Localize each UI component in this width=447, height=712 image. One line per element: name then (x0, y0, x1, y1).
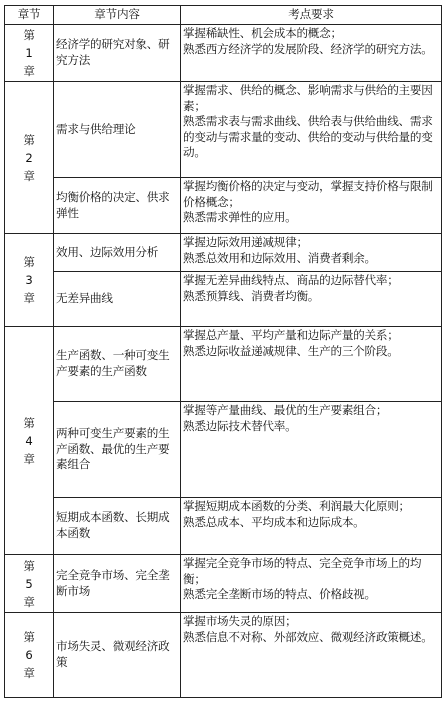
header-content: 章节内容 (54, 6, 181, 25)
table-row (5, 82, 442, 178)
topic-cell: 均衡价格的决定、供求弹性 (54, 178, 181, 234)
table-row (5, 613, 442, 698)
topic-cell: 市场失灵、微观经济政策 (54, 613, 181, 698)
table-row (5, 498, 442, 555)
chapter-cell: 第 3 章 (5, 234, 54, 327)
requirement-cell: 掌握边际效用递减规律； 熟悉总效用和边际效用、消费者剩余。 (181, 234, 442, 272)
requirement-cell: 掌握总产量、平均产量和边际产量的关系； 熟悉边际收益递减规律、生产的三个阶段。 (181, 327, 442, 402)
chapter-cell: 第 6 章 (5, 613, 54, 698)
requirement-cell: 掌握需求、供给的概念、影响需求与供给的主要因素； 熟悉需求表与需求曲线、供给表与供给曲线、需求的变动与需求量的变动、供给的变动与供给量的变动。 (181, 82, 442, 178)
topic-cell: 两种可变生产要素的生产函数、最优的生产要素组合 (54, 402, 181, 498)
requirement-cell: 掌握无差异曲线特点、商品的边际替代率； 熟悉预算线、消费者均衡。 (181, 272, 442, 327)
table-row (5, 402, 442, 498)
table-row (5, 178, 442, 234)
topic-cell: 效用、边际效用分析 (54, 234, 181, 272)
topic-cell: 短期成本函数、长期成本函数 (54, 498, 181, 555)
chapter-cell: 第 2 章 (5, 82, 54, 234)
syllabus-table (4, 5, 442, 698)
table-row (5, 272, 442, 327)
header-chapter: 章节 (5, 6, 54, 25)
topic-cell: 完全竞争市场、完全垄断市场 (54, 555, 181, 613)
requirement-cell: 掌握完全竞争市场的特点、完全竞争市场上的均衡； 熟悉完全垄断市场的特点、价格歧视。 (181, 555, 442, 613)
topic-cell: 需求与供给理论 (54, 82, 181, 178)
chapter-cell: 第 4 章 (5, 327, 54, 555)
topic-cell: 经济学的研究对象、研究方法 (54, 25, 181, 82)
table-row (5, 234, 442, 272)
header-row (5, 6, 442, 25)
requirement-cell: 掌握稀缺性、机会成本的概念； 熟悉西方经济学的发展阶段、经济学的研究方法。 (181, 25, 442, 82)
chapter-cell: 第 1 章 (5, 25, 54, 82)
table-row (5, 555, 442, 613)
requirement-cell: 掌握等产量曲线、最优的生产要素组合； 熟悉边际技术替代率。 (181, 402, 442, 498)
table-row (5, 25, 442, 82)
topic-cell: 无差异曲线 (54, 272, 181, 327)
chapter-cell: 第 5 章 (5, 555, 54, 613)
header-requirements: 考点要求 (181, 6, 442, 25)
topic-cell: 生产函数、一种可变生产要素的生产函数 (54, 327, 181, 402)
requirement-cell: 掌握市场失灵的原因； 熟悉信息不对称、外部效应、微观经济政策概述。 (181, 613, 442, 698)
requirement-cell: 掌握短期成本函数的分类、利润最大化原则； 熟悉总成本、平均成本和边际成本。 (181, 498, 442, 555)
table-row (5, 327, 442, 402)
requirement-cell: 掌握均衡价格的决定与变动，掌握支持价格与限制价格概念； 熟悉需求弹性的应用。 (181, 178, 442, 234)
